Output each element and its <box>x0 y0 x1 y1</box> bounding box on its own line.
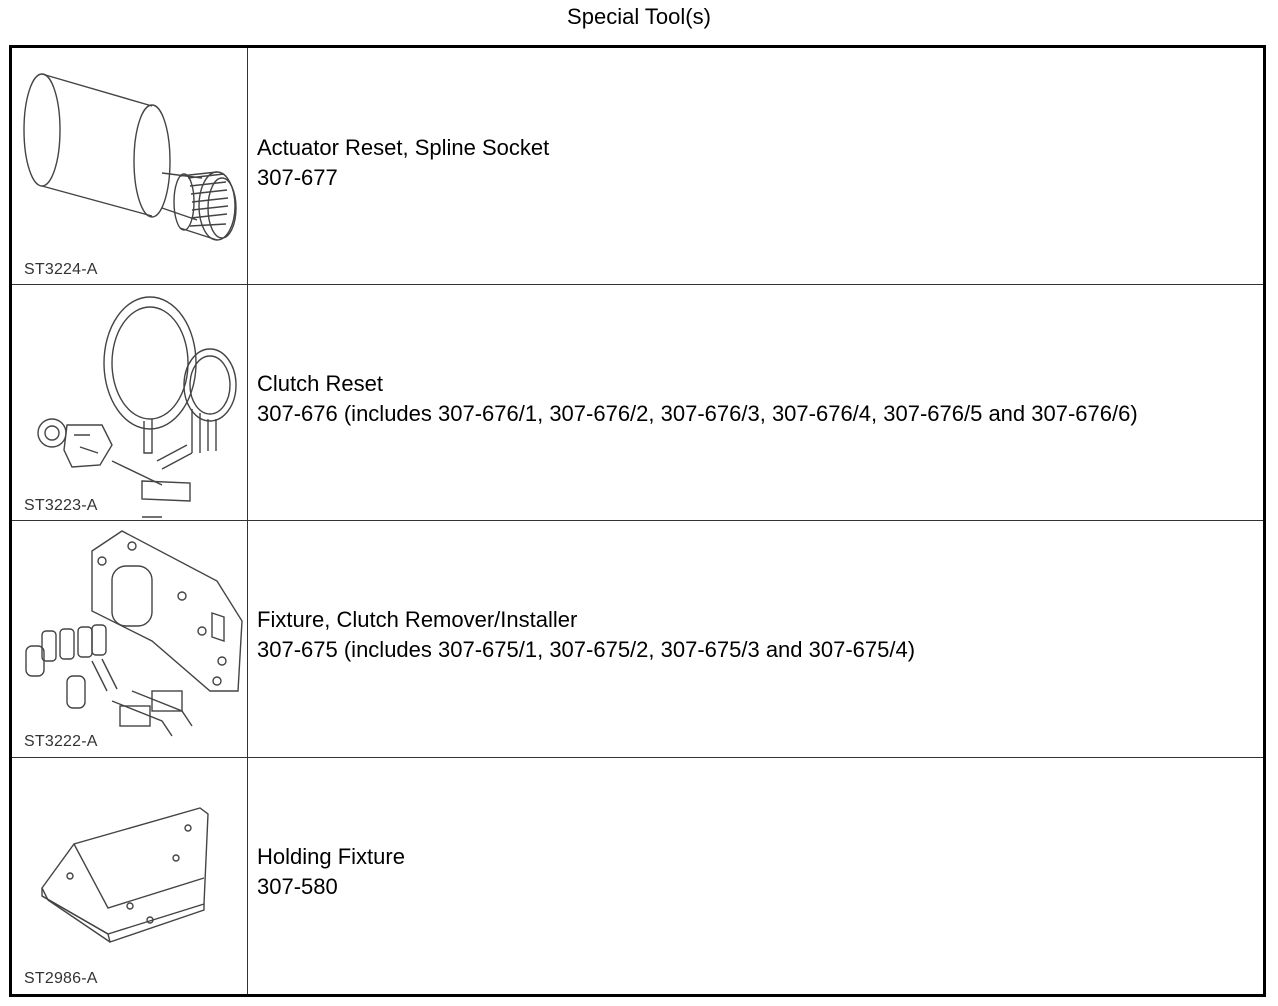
tool-number: 307-676 (includes 307-676/1, 307-676/2, 307-676/3, 307-676/4, 307-676/5 and 307-676/6) <box>257 401 1138 426</box>
spline-socket-icon <box>12 48 248 284</box>
illustration-code: ST3222-A <box>24 733 98 750</box>
tool-number: 307-675 (includes 307-675/1, 307-675/2, 307-675/3 and 307-675/4) <box>257 637 916 662</box>
table-row <box>12 757 1263 994</box>
table-row <box>12 48 1263 285</box>
illustration-cell <box>12 48 248 285</box>
tool-name: Fixture, Clutch Remover/Installer <box>257 607 578 632</box>
page-title: Special Tool(s) <box>567 4 711 29</box>
illustration-cell <box>12 521 248 757</box>
illustration-cell <box>12 758 248 994</box>
table-row <box>12 520 1263 757</box>
table-row <box>12 284 1263 521</box>
clutch-reset-kit-icon <box>12 285 248 521</box>
description-cell <box>248 48 1263 285</box>
description-cell <box>248 285 1263 521</box>
illustration-code: ST2986-A <box>24 970 98 987</box>
tool-name: Holding Fixture <box>257 844 405 869</box>
tool-number: 307-580 <box>257 874 338 899</box>
holding-fixture-icon <box>12 758 248 994</box>
description-cell <box>248 758 1263 994</box>
tool-name: Clutch Reset <box>257 371 383 396</box>
tool-number: 307-677 <box>257 164 338 190</box>
tool-name: Actuator Reset, Spline Socket <box>257 134 550 160</box>
description-cell <box>248 521 1263 757</box>
special-tools-table <box>9 45 1266 997</box>
fixture-plate-kit-icon <box>12 521 248 757</box>
illustration-code: ST3224-A <box>24 261 98 278</box>
illustration-code: ST3223-A <box>24 497 98 514</box>
illustration-cell <box>12 285 248 521</box>
